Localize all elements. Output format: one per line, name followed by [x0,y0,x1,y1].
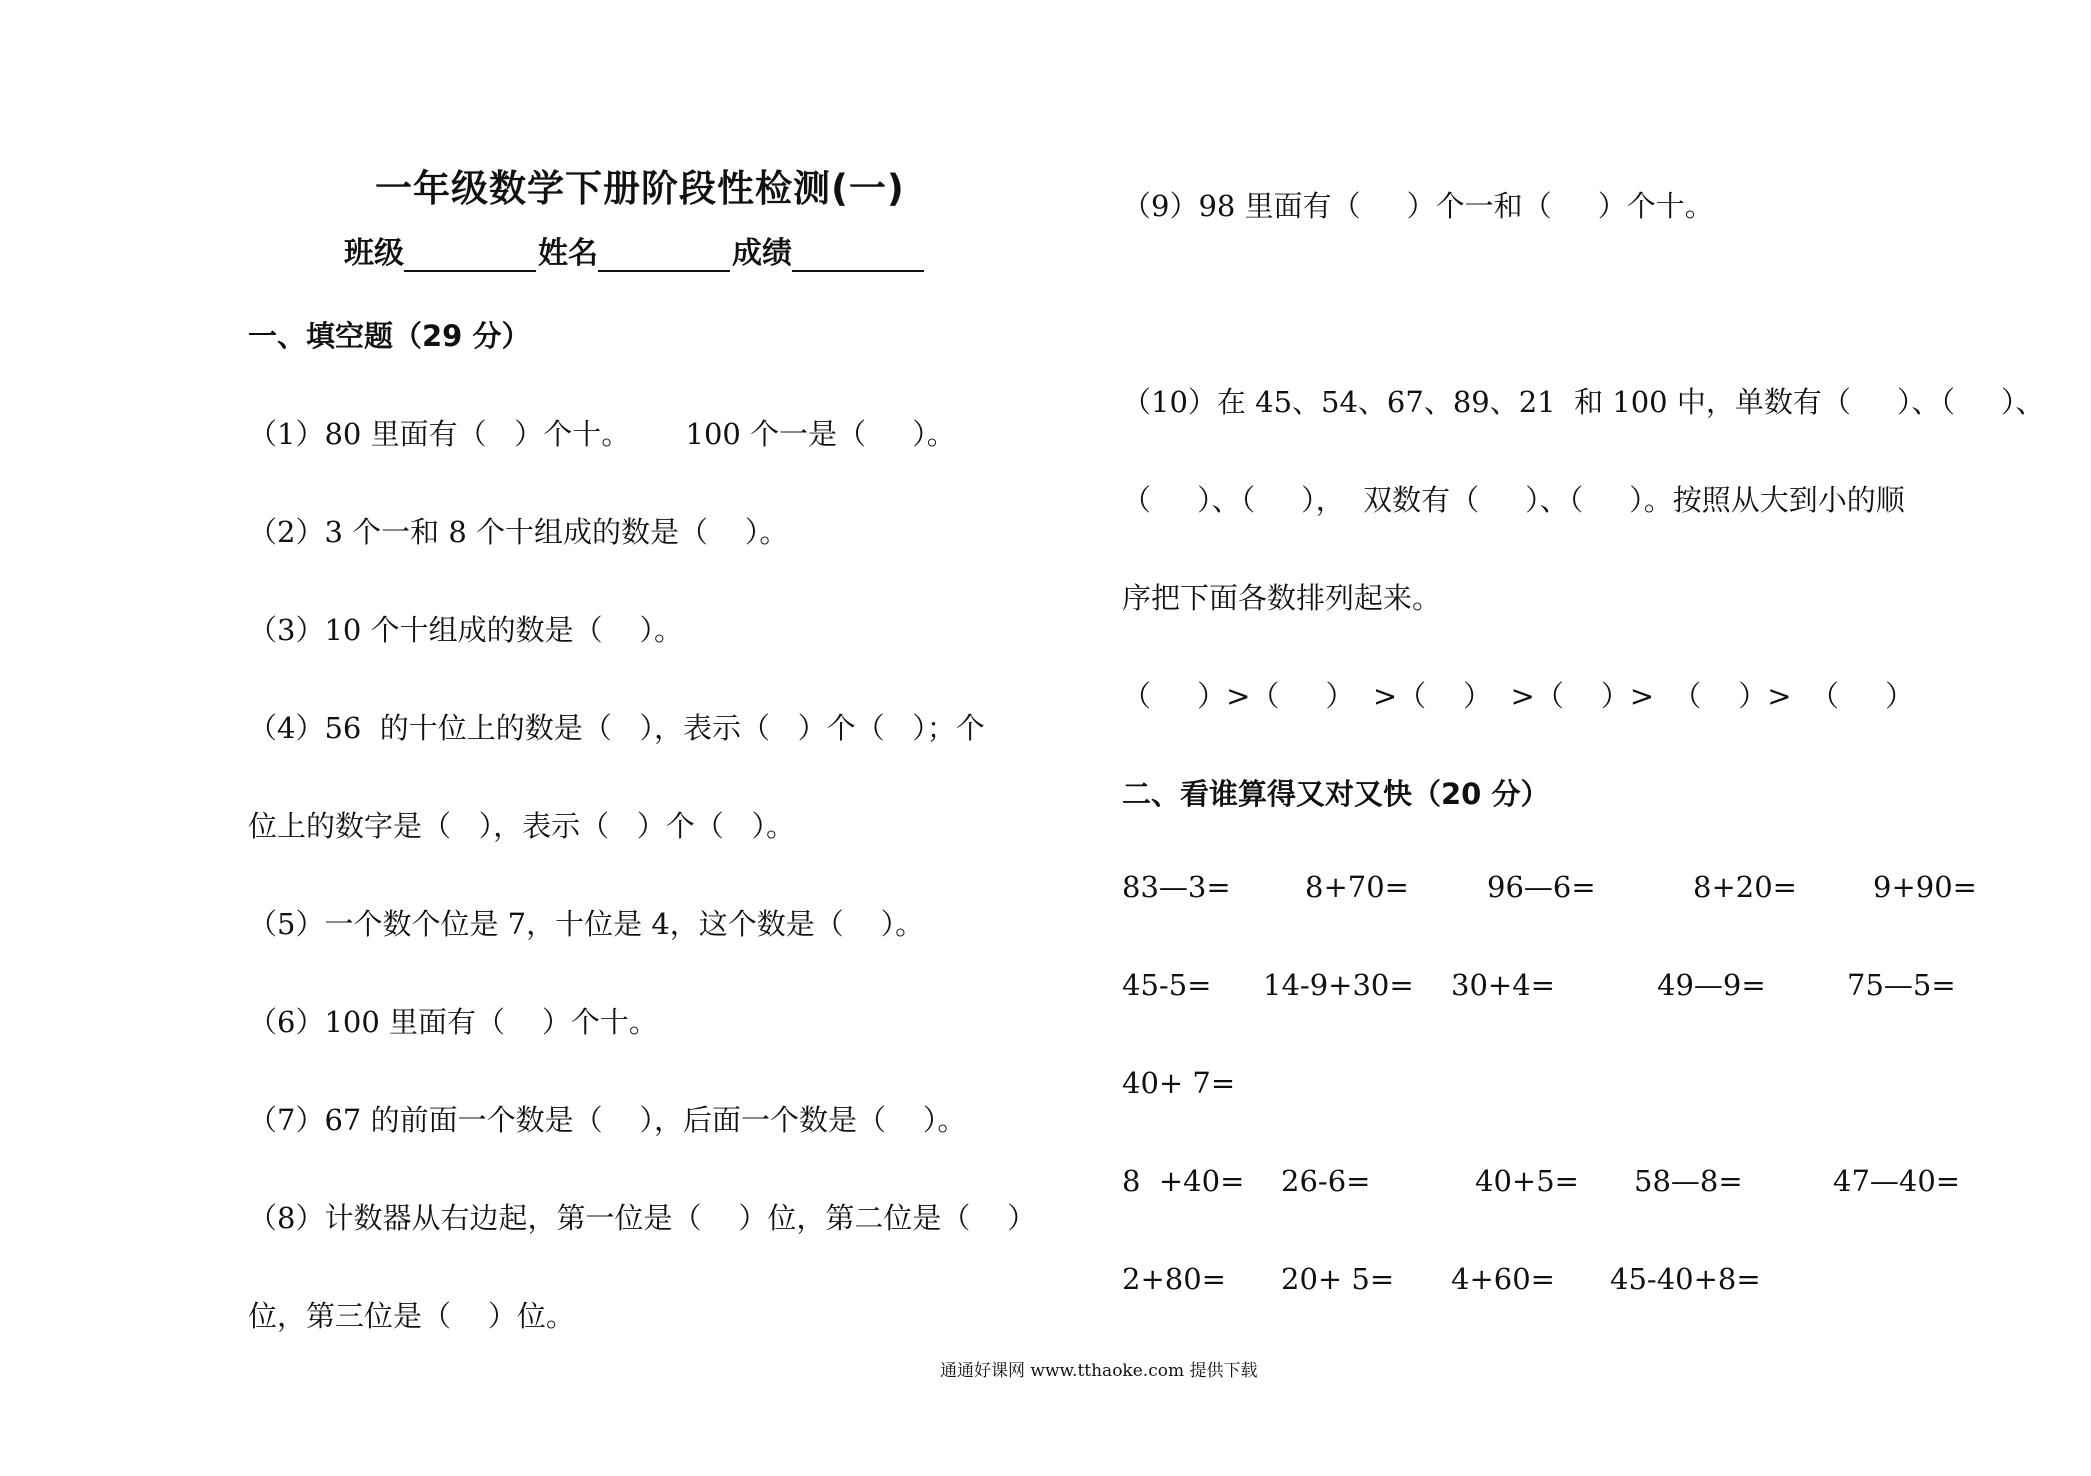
page-title: 一年级数学下册阶段性检测(一) [375,167,905,210]
calc-item: 2+80= [1122,1262,1226,1296]
question-6: （6）100 里面有（ ）个十。 [248,1005,658,1039]
calc-item: 83—3= [1122,870,1231,904]
calc-item: 14-9+30= [1263,968,1414,1002]
class-blank[interactable] [404,240,536,272]
calc-item: 96—6= [1487,870,1596,904]
question-5: （5）一个数个位是 7，十位是 4，这个数是（ ）。 [248,907,925,941]
calc-item: 8+20= [1693,870,1797,904]
calc-item: 20+ 5= [1281,1262,1395,1296]
calc-item: 40+ 7= [1122,1066,1236,1100]
question-1: （1）80 里面有（ ）个十。 100 个一是（ ）。 [248,417,956,451]
question-2: （2）3 个一和 8 个十组成的数是（ ）。 [248,515,789,549]
footer-credit: 通通好课网 www.tthaoke.com 提供下载 [940,1361,1258,1381]
calc-item: 8 +40= [1122,1164,1245,1198]
score-label: 成绩 [732,236,792,271]
class-label: 班级 [344,236,404,271]
section2-heading: 二、看谁算得又对又快（20 分） [1122,777,1550,811]
student-info-row [344,228,926,272]
question-3: （3）10 个十组成的数是（ ）。 [248,613,683,647]
ordering-row: （ ）>（ ） >（ ） >（ ）> （ ）> （ ） [1122,679,1915,713]
question-10-cont: （ ）、（ ）， 双数有（ ）、（ ）。按照从大到小的顺 [1122,483,1905,517]
name-label: 姓名 [538,236,598,271]
question-8: （8）计数器从右边起，第一位是（ ）位，第二位是（ ） [248,1201,1037,1235]
calc-item: 45-5= [1122,968,1212,1002]
calc-item: 45-40+8= [1610,1262,1761,1296]
calc-item: 40+5= [1475,1164,1579,1198]
calc-item: 26-6= [1281,1164,1371,1198]
question-9: （9）98 里面有（ ）个一和（ ）个十。 [1122,189,1714,223]
score-blank[interactable] [792,240,924,272]
calc-item: 75—5= [1847,968,1956,1002]
name-blank[interactable] [598,240,730,272]
calc-item: 49—9= [1657,968,1766,1002]
section1-heading: 一、填空题（29 分） [248,319,531,353]
calc-item: 9+90= [1873,870,1977,904]
calc-item: 47—40= [1833,1164,1961,1198]
calc-item: 30+4= [1451,968,1555,1002]
question-7: （7）67 的前面一个数是（ ），后面一个数是（ ）。 [248,1103,967,1137]
calc-item: 58—8= [1634,1164,1743,1198]
calc-item: 8+70= [1305,870,1409,904]
calc-item: 4+60= [1451,1262,1555,1296]
question-10: （10）在 45、54、67、89、21 和 100 中，单数有（ ）、（ ）、 [1122,385,2045,419]
question-4-cont: 位上的数字是（ ），表示（ ）个（ ）。 [248,809,795,843]
question-4: （4）56 的十位上的数是（ ），表示（ ）个（ ）；个 [248,711,985,745]
question-10-instruction: 序把下面各数排列起来。 [1122,581,1442,615]
question-8-cont: 位，第三位是（ ）位。 [248,1299,575,1333]
